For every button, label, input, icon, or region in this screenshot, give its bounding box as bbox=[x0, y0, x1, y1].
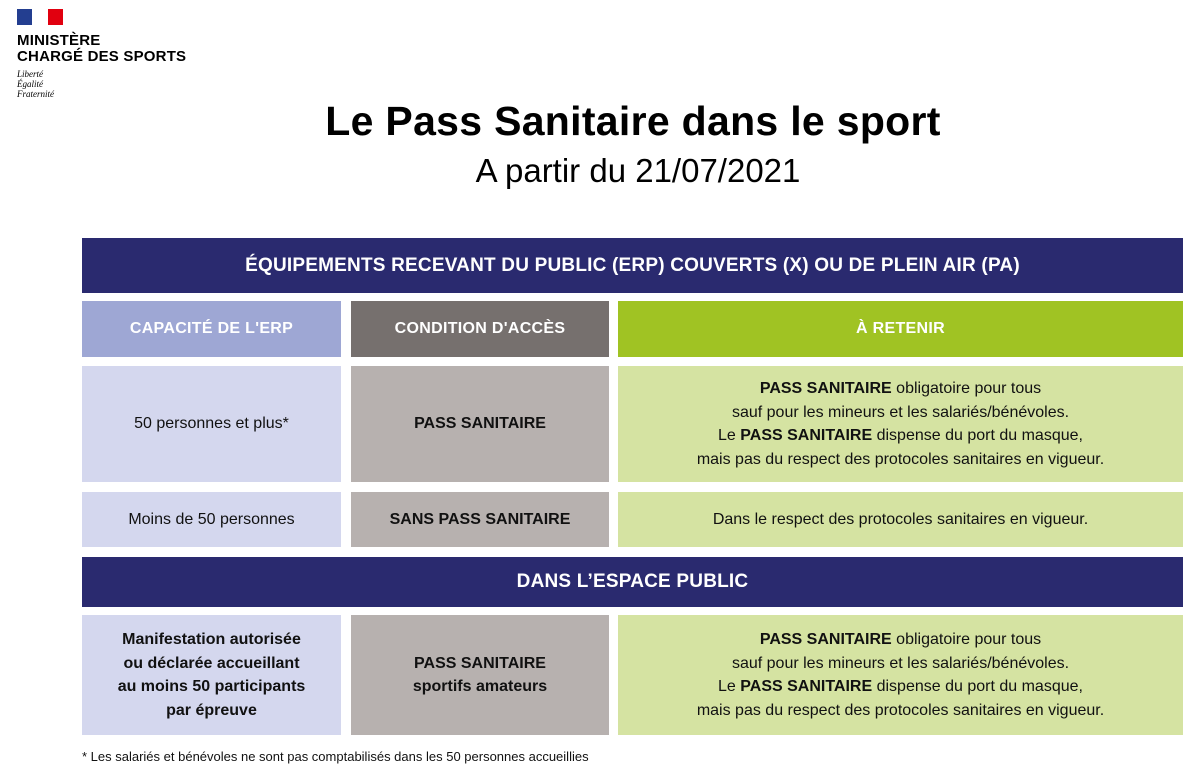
row1-remember-line1 bbox=[697, 377, 1104, 401]
row1-remember-line4: mais pas du respect des protocoles sanitaires en vigueur. bbox=[696, 450, 1105, 468]
row3-condition-line2: sportifs amateurs bbox=[412, 678, 548, 695]
row1-pass-bold-2: PASS SANITAIRE bbox=[740, 427, 873, 444]
row3-capacity-line4: par épreuve bbox=[166, 701, 257, 719]
row2-capacity bbox=[82, 492, 341, 547]
row3-remember-l1-rest: obligatoire pour tous bbox=[891, 631, 1042, 648]
row3-remember-line3 bbox=[697, 675, 1104, 699]
ministry-logo bbox=[17, 9, 227, 99]
page-subtitle: A partir du 21/07/2021 bbox=[475, 152, 801, 189]
section-public-space-heading: DANS L’ESPACE PUBLIC bbox=[82, 557, 1183, 607]
column-header-capacity: CAPACITÉ DE L'ERP bbox=[82, 301, 341, 357]
row3-pass-bold-1: PASS SANITAIRE bbox=[759, 631, 892, 648]
row1-remember-line2: sauf pour les mineurs et les salariés/bénévoles. bbox=[731, 403, 1070, 421]
row3-capacity-line1: Manifestation autorisée bbox=[122, 631, 301, 648]
row3-remember-line2: sauf pour les mineurs et les salariés/bénévoles. bbox=[731, 654, 1070, 672]
row1-condition-text: PASS SANITAIRE bbox=[414, 415, 546, 433]
row3-capacity bbox=[82, 615, 341, 735]
ministry-name bbox=[17, 33, 227, 65]
section-erp-heading: ÉQUIPEMENTS RECEVANT DU PUBLIC (ERP) COUVERTS (X) OU DE PLEIN AIR (PA) bbox=[82, 238, 1183, 293]
row3-remember-line4: mais pas du respect des protocoles sanitaires en vigueur. bbox=[696, 701, 1105, 719]
footnote: * Les salariés et bénévoles ne sont pas comptabilisés dans les 50 personnes accueillies bbox=[82, 749, 589, 764]
row1-remember-l3-pre: Le bbox=[718, 427, 741, 444]
row1-remember-l3-rest: dispense du port du masque, bbox=[872, 427, 1083, 444]
row3-remember-line1 bbox=[697, 628, 1104, 652]
row2-capacity-text: Moins de 50 personnes bbox=[128, 510, 295, 528]
french-flag-icon bbox=[17, 9, 63, 25]
row1-remember-line3 bbox=[697, 424, 1104, 448]
column-header-remember: À RETENIR bbox=[618, 301, 1183, 357]
motto-liberte: Liberté bbox=[17, 69, 43, 79]
row2-condition-text: SANS PASS SANITAIRE bbox=[389, 510, 571, 528]
motto-egalite: Égalité bbox=[17, 79, 43, 89]
row3-remember-l3-rest: dispense du port du masque, bbox=[872, 678, 1083, 695]
row1-pass-bold-1: PASS SANITAIRE bbox=[759, 380, 892, 397]
row2-remember-text: Dans le respect des protocoles sanitaires en vigueur. bbox=[712, 510, 1089, 528]
republic-motto bbox=[17, 69, 227, 99]
page-title: Le Pass Sanitaire dans le sport bbox=[325, 98, 941, 144]
ministry-line-1: MINISTÈRE bbox=[17, 32, 101, 49]
row3-remember bbox=[618, 615, 1183, 735]
row3-capacity-line3: au moins 50 participants bbox=[117, 678, 306, 695]
row3-condition bbox=[351, 615, 609, 735]
row3-pass-bold-2: PASS SANITAIRE bbox=[740, 678, 873, 695]
row1-capacity bbox=[82, 366, 341, 482]
row1-capacity-text: 50 personnes et plus* bbox=[134, 415, 289, 433]
ministry-line-2: CHARGÉ DES SPORTS bbox=[17, 48, 187, 65]
row1-condition bbox=[351, 366, 609, 482]
row2-condition bbox=[351, 492, 609, 547]
row3-remember-l3-pre: Le bbox=[718, 678, 741, 695]
column-header-condition: CONDITION D'ACCÈS bbox=[351, 301, 609, 357]
row1-remember bbox=[618, 366, 1183, 482]
row3-condition-line1: PASS SANITAIRE bbox=[414, 654, 546, 672]
row2-remember bbox=[618, 492, 1183, 547]
motto-fraternite: Fraternité bbox=[17, 89, 54, 99]
row1-remember-l1-rest: obligatoire pour tous bbox=[891, 380, 1042, 397]
row3-capacity-line2: ou déclarée accueillant bbox=[123, 654, 300, 672]
